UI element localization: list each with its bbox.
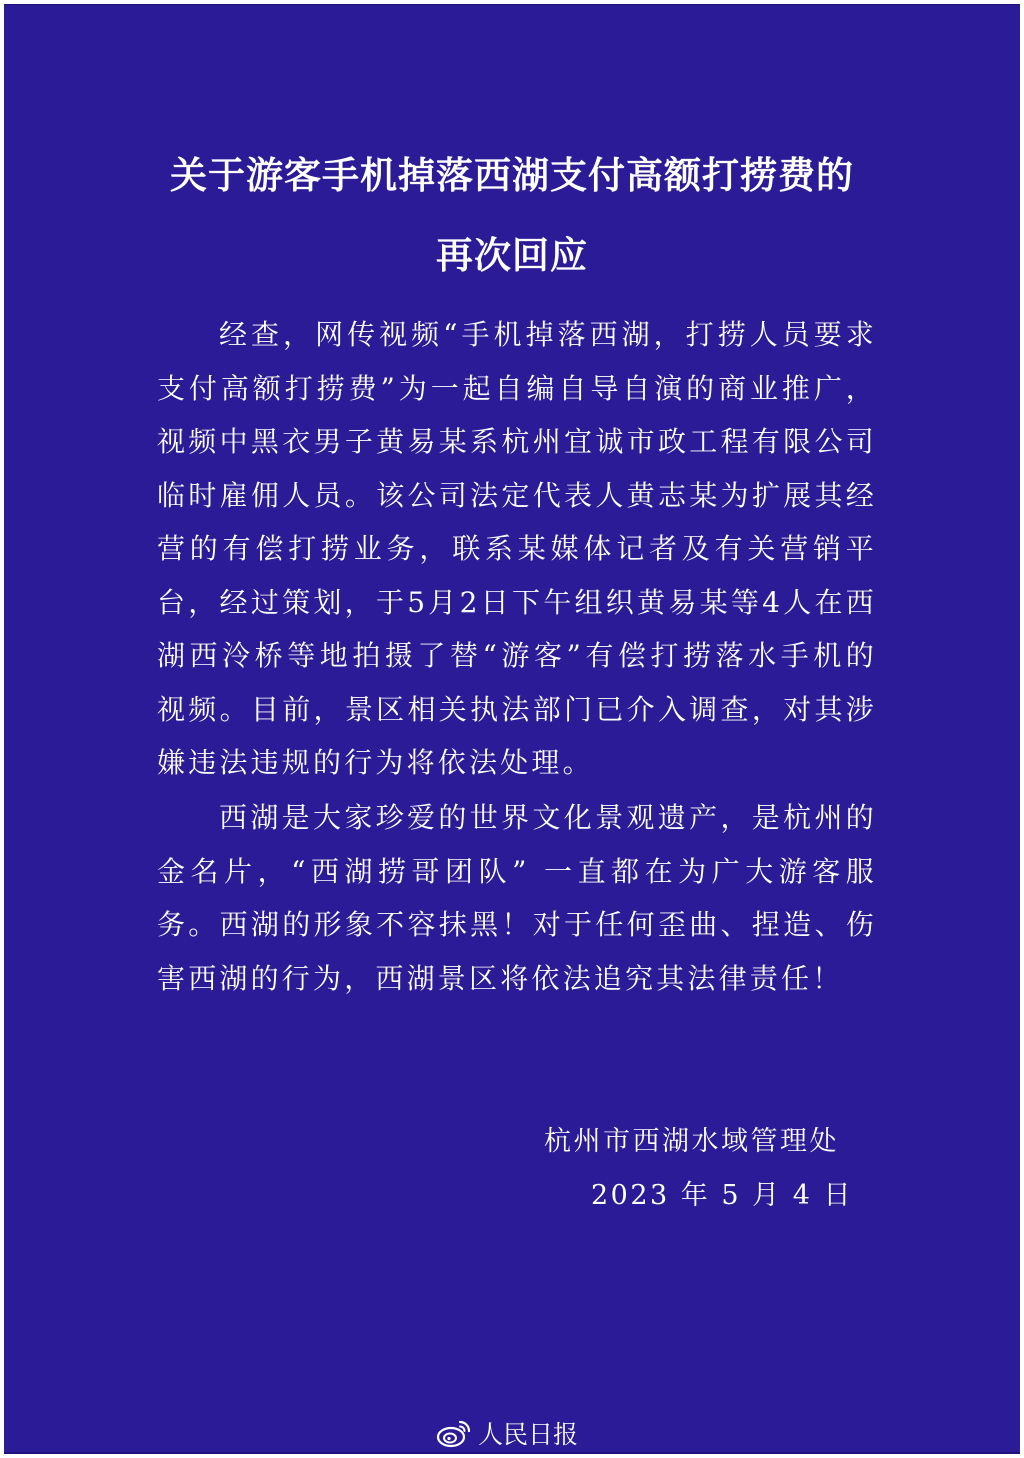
notice-paragraph-1: 经查，网传视频“手机掉落西湖，打捞人员要求支付高额打捞费”为一起自编自导自演的商业推广，视频中黑衣男子黄易某系杭州宜诚市政工程有限公司临时雇佣人员。该公司法定代表人黄志某为扩展其经营的有偿打捞业务，联系某媒体记者及有关营销平台，经过策划，于5月2日下午组织黄易某等4人在西湖西泠桥等地拍摄了替“游客”有偿打捞落水手机的视频。目前，景区相关执法部门已介入调查，对其涉嫌违法违规的行为将依法处理。 xyxy=(157,318,877,779)
notice-title-line1: 关于游客手机掉落西湖支付高额打捞费的 xyxy=(170,153,854,197)
issuing-organization: 杭州市西湖水域管理处 xyxy=(544,1126,839,1157)
source-watermark xyxy=(436,1415,578,1451)
weibo-icon xyxy=(436,1418,472,1448)
watermark-text: 人民日报 xyxy=(478,1420,579,1449)
notice-paragraph-2: 西湖是大家珍爱的世界文化景观遗产，是杭州的金名片，“西湖捞哥团队” 一直都在为广大游客服务。西湖的形象不容抹黑！对于任何歪曲、捏造、伤害西湖的行为，西湖景区将依法追究其法律责任！ xyxy=(157,801,877,995)
issue-date: 2023 年 5 月 4 日 xyxy=(591,1180,853,1211)
notice-page xyxy=(4,4,1020,1454)
notice-title-line2: 再次回应 xyxy=(436,233,588,277)
